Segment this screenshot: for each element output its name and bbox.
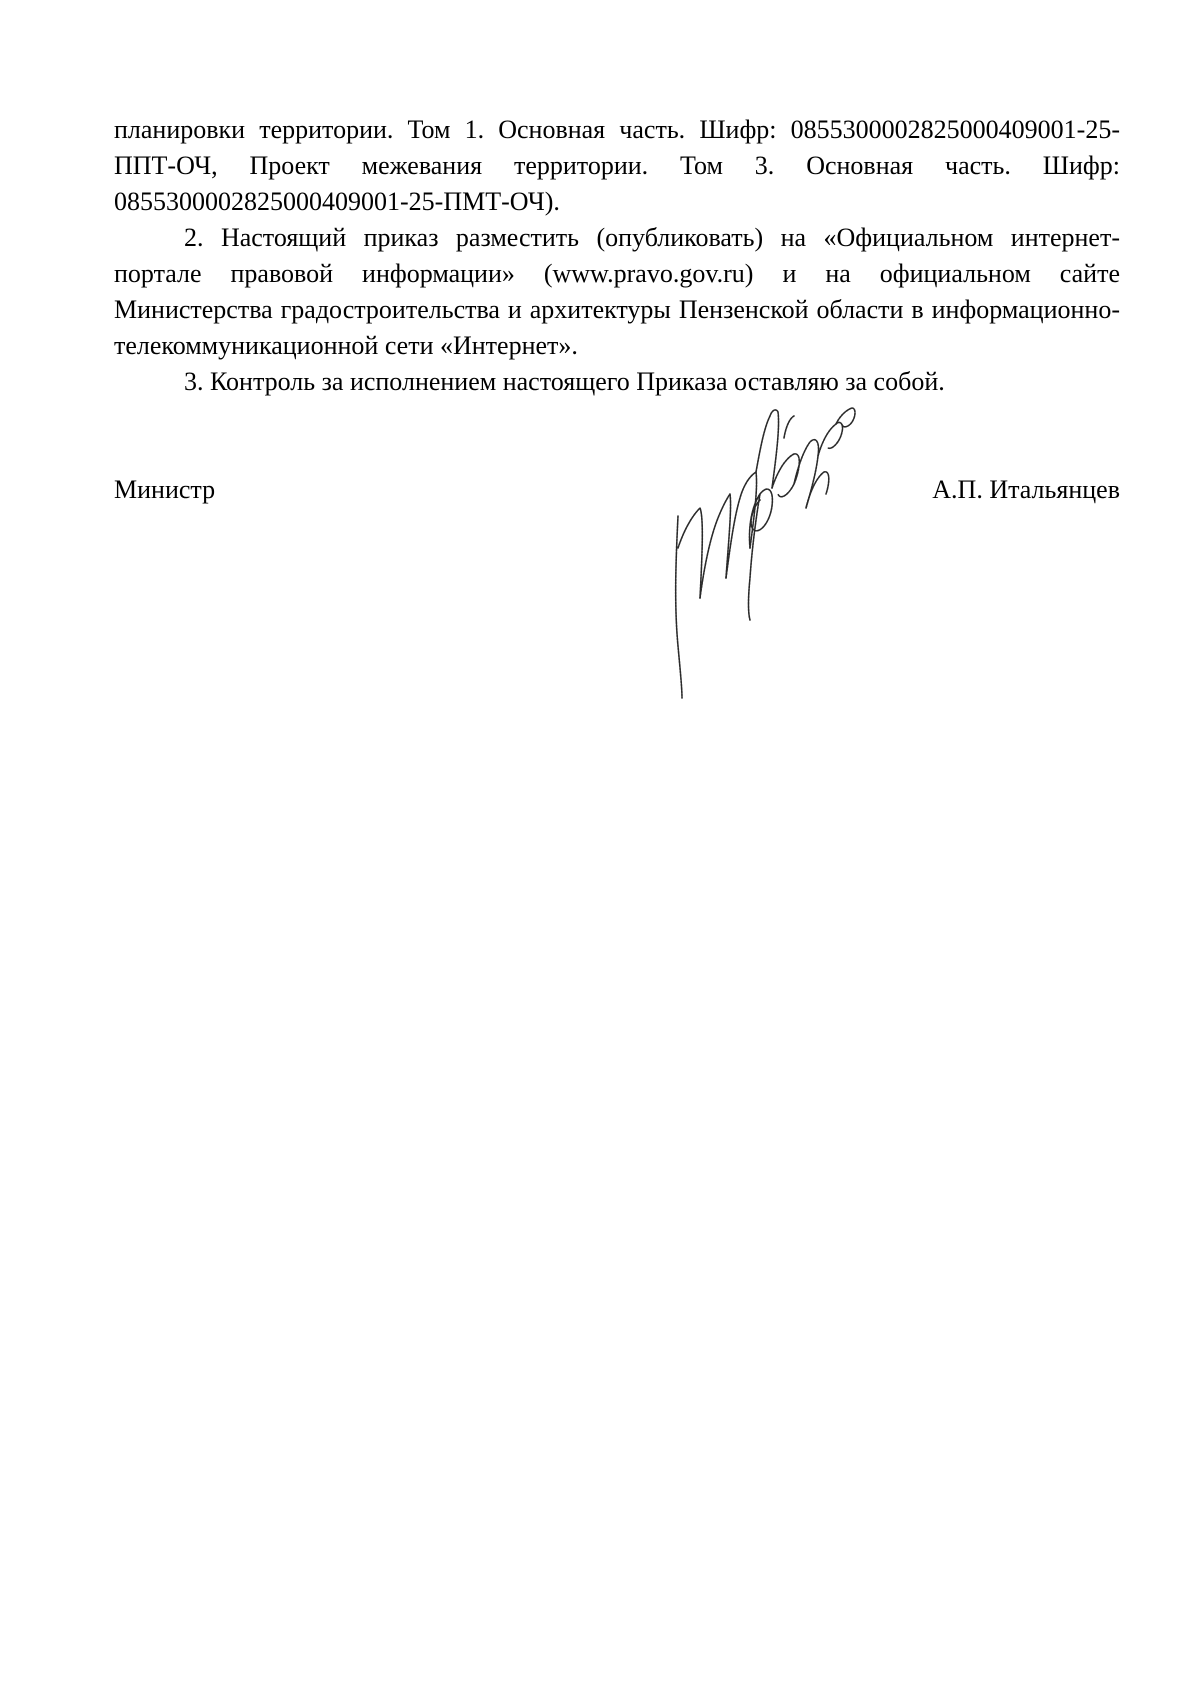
signatory-position: Министр <box>114 475 216 504</box>
paragraph-2: 2. Настоящий приказ разместить (опубликовать) на «Официальном интернет-портале правовой информации» (www.pravo.gov.ru) и на официальном сайте Министерства градостроительства и архитектуры Пензенской области в информационно-телекоммуникационной сети «Интернет». <box>114 223 1120 360</box>
document-body <box>114 112 1120 400</box>
signatory-name: А.П. Итальянцев <box>932 475 1120 504</box>
paragraph-3: 3. Контроль за исполнением настоящего Приказа оставляю за собой. <box>184 367 945 396</box>
handwritten-signature <box>660 398 880 748</box>
paragraph-1: планировки территории. Том 1. Основная часть. Шифр: 08553000028250004090​01-25-ППТ-ОЧ, Проект межевания территории. Том 3. Основная часть. Шифр: 08553000028250004090​01-25-ПМТ-ОЧ). <box>114 115 1120 216</box>
